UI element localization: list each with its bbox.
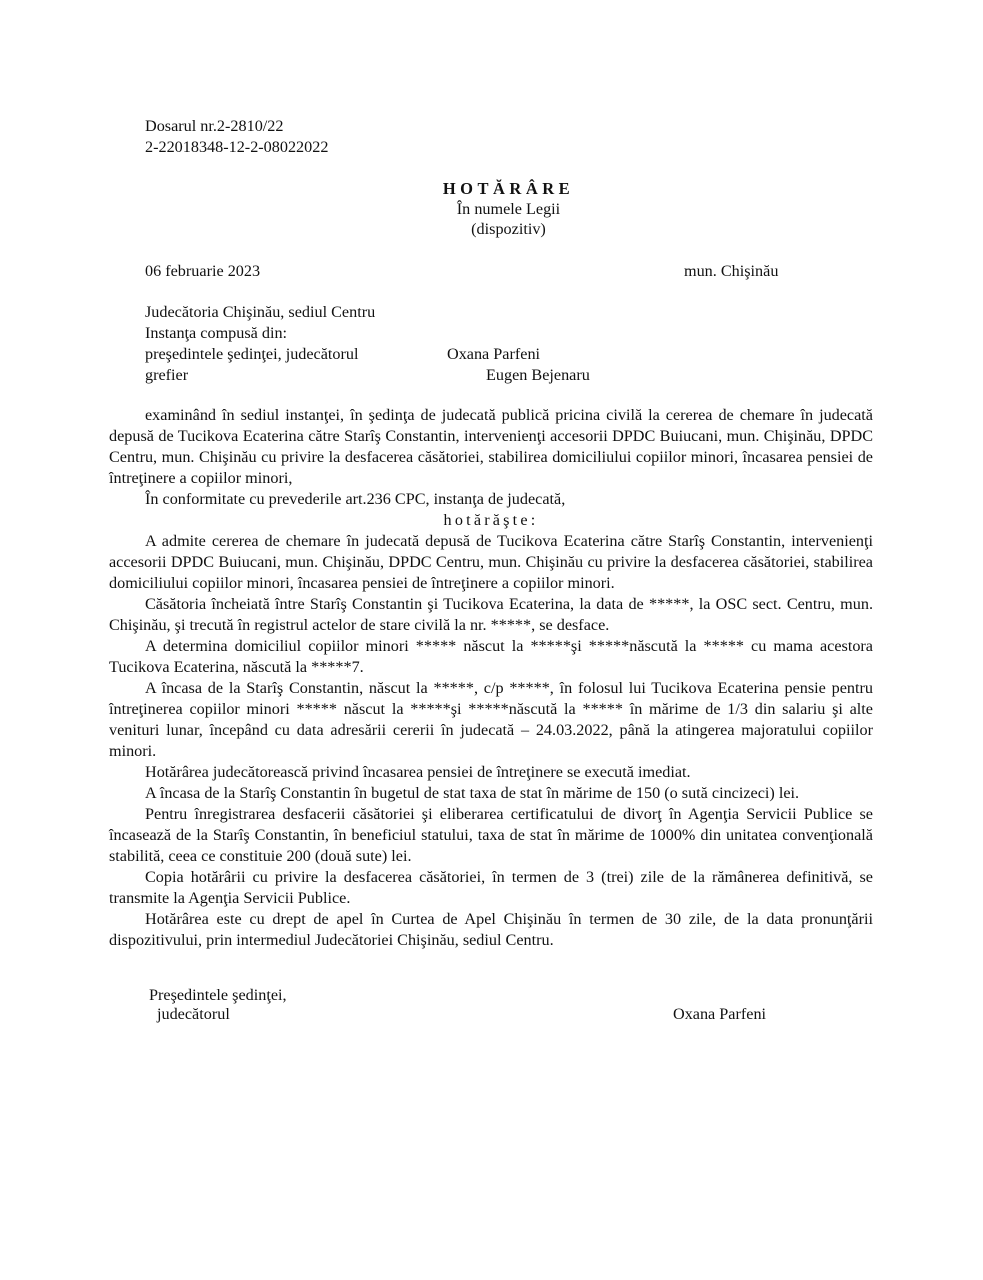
paragraph-legal-basis: În conformitate cu prevederile art.236 CPC, instanţa de judecată, (145, 490, 566, 508)
paragraph-immediate-execution: Hotărârea judecătorească privind încasarea pensiei de întreţinere se execută imediat. (145, 763, 691, 781)
signature-role-line1: Preşedintele şedinţei, (149, 986, 287, 1004)
document-title: HOTĂRÂRE (442, 179, 575, 198)
paragraph-copy-transmission: Copia hotărârii cu privire la desfacerea căsătoriei, în termen de 3 (trei) zile de la rămânerea definitivă, se transmite la Agenţia Servicii Publice. (109, 868, 873, 907)
signature-name: Oxana Parfeni (673, 1005, 767, 1023)
document-subtitle: În numele Legii (456, 200, 561, 218)
clerk-role: grefier (145, 366, 189, 384)
case-number: Dosarul nr.2-2810/22 (145, 117, 284, 135)
paragraph-dissolve-marriage: Căsătoria încheiată între Starîş Constantin şi Tucikova Ecaterina, la data de *****, la OSC sect. Centru, mun. Chişinău, şi trecută în registrul actelor de stare civilă la nr. *****, se desface. (109, 595, 873, 634)
judge-name: Oxana Parfeni (447, 345, 541, 363)
court-composition: Instanţa compusă din: (145, 324, 288, 342)
judge-role: preşedintele şedinţei, judecătorul (145, 345, 359, 363)
paragraph-children-domicile: A determina domiciliul copiilor minori ***** născut la *****şi *****născută la ***** cu mama acestora Tucikova Ecaterina, născută la *****7. (109, 637, 873, 676)
case-id: 2-22018348-12-2-08022022 (145, 138, 329, 156)
paragraph-appeal: Hotărârea este cu drept de apel în Curtea de Apel Chişinău în termen de 30 zile, de la data pronunţării dispozitivului, prin intermediul Judecătoriei Chişinău, sediul Centru. (109, 910, 873, 949)
court-name: Judecătoria Chişinău, sediul Centru (145, 303, 376, 321)
paragraph-divorce-certificate-fee: Pentru înregistrarea desfacerii căsătoriei şi eliberarea certificatului de divorţ în Agenţia Servicii Publice se încasează de la Starîş Constantin, în beneficiul statului, taxa de stat în mărime de 1000% din unitatea convenţională stabilită, ceea ce constituie 200 (două sute) lei. (109, 805, 873, 865)
decision-place: mun. Chişinău (684, 262, 779, 280)
document-kind: (dispozitiv) (471, 220, 546, 238)
signature-role-line2: judecătorul (157, 1005, 230, 1023)
paragraph-state-fee: A încasa de la Starîş Constantin în bugetul de stat taxa de stat în mărime de 150 (o sută cincizeci) lei. (145, 784, 800, 802)
decision-body (109, 405, 873, 951)
paragraph-alimony: A încasa de la Starîş Constantin, născut la *****, c/p *****, în folosul lui Tucikova Ecaterina pensie pentru întreţinerea copiilor minori ***** născut la *****şi *****născută la ***** în mărime de 1/3 din salariu şi alte venituri lunar, începând cu data adresării cererii în judecată – 24.03.2022, până la atingerea majoratului copiilor minori. (109, 679, 873, 760)
clerk-name: Eugen Bejenaru (486, 366, 590, 384)
paragraph-admit-claim: A admite cererea de chemare în judecată depusă de Tucikova Ecaterina către Starîş Constantin, intervenienţi accesorii DPDC Buiucani, mun. Chişinău, DPDC Centru, mun. Chişinău cu privire la desfacerea căsătoriei, stabilirea domiciliului copiilor minori, încasarea pensiei de întreţinere a copiilor minori. (109, 532, 873, 592)
decides-heading: hotărăşte: (443, 511, 539, 529)
paragraph-examination: examinând în sediul instanţei, în şedinţa de judecată publică pricina civilă la cererea de chemare în judecată depusă de Tucikova Ecaterina către Starîş Constantin, intervenienţi accesorii DPDC Buiucani, mun. Chişinău, DPDC Centru, mun. Chişinău cu privire la desfacerea căsătoriei, stabilirea domiciliului copiilor minori, încasarea pensiei de întreţinere a copiilor minori, (109, 406, 873, 487)
decision-date: 06 februarie 2023 (145, 262, 261, 280)
